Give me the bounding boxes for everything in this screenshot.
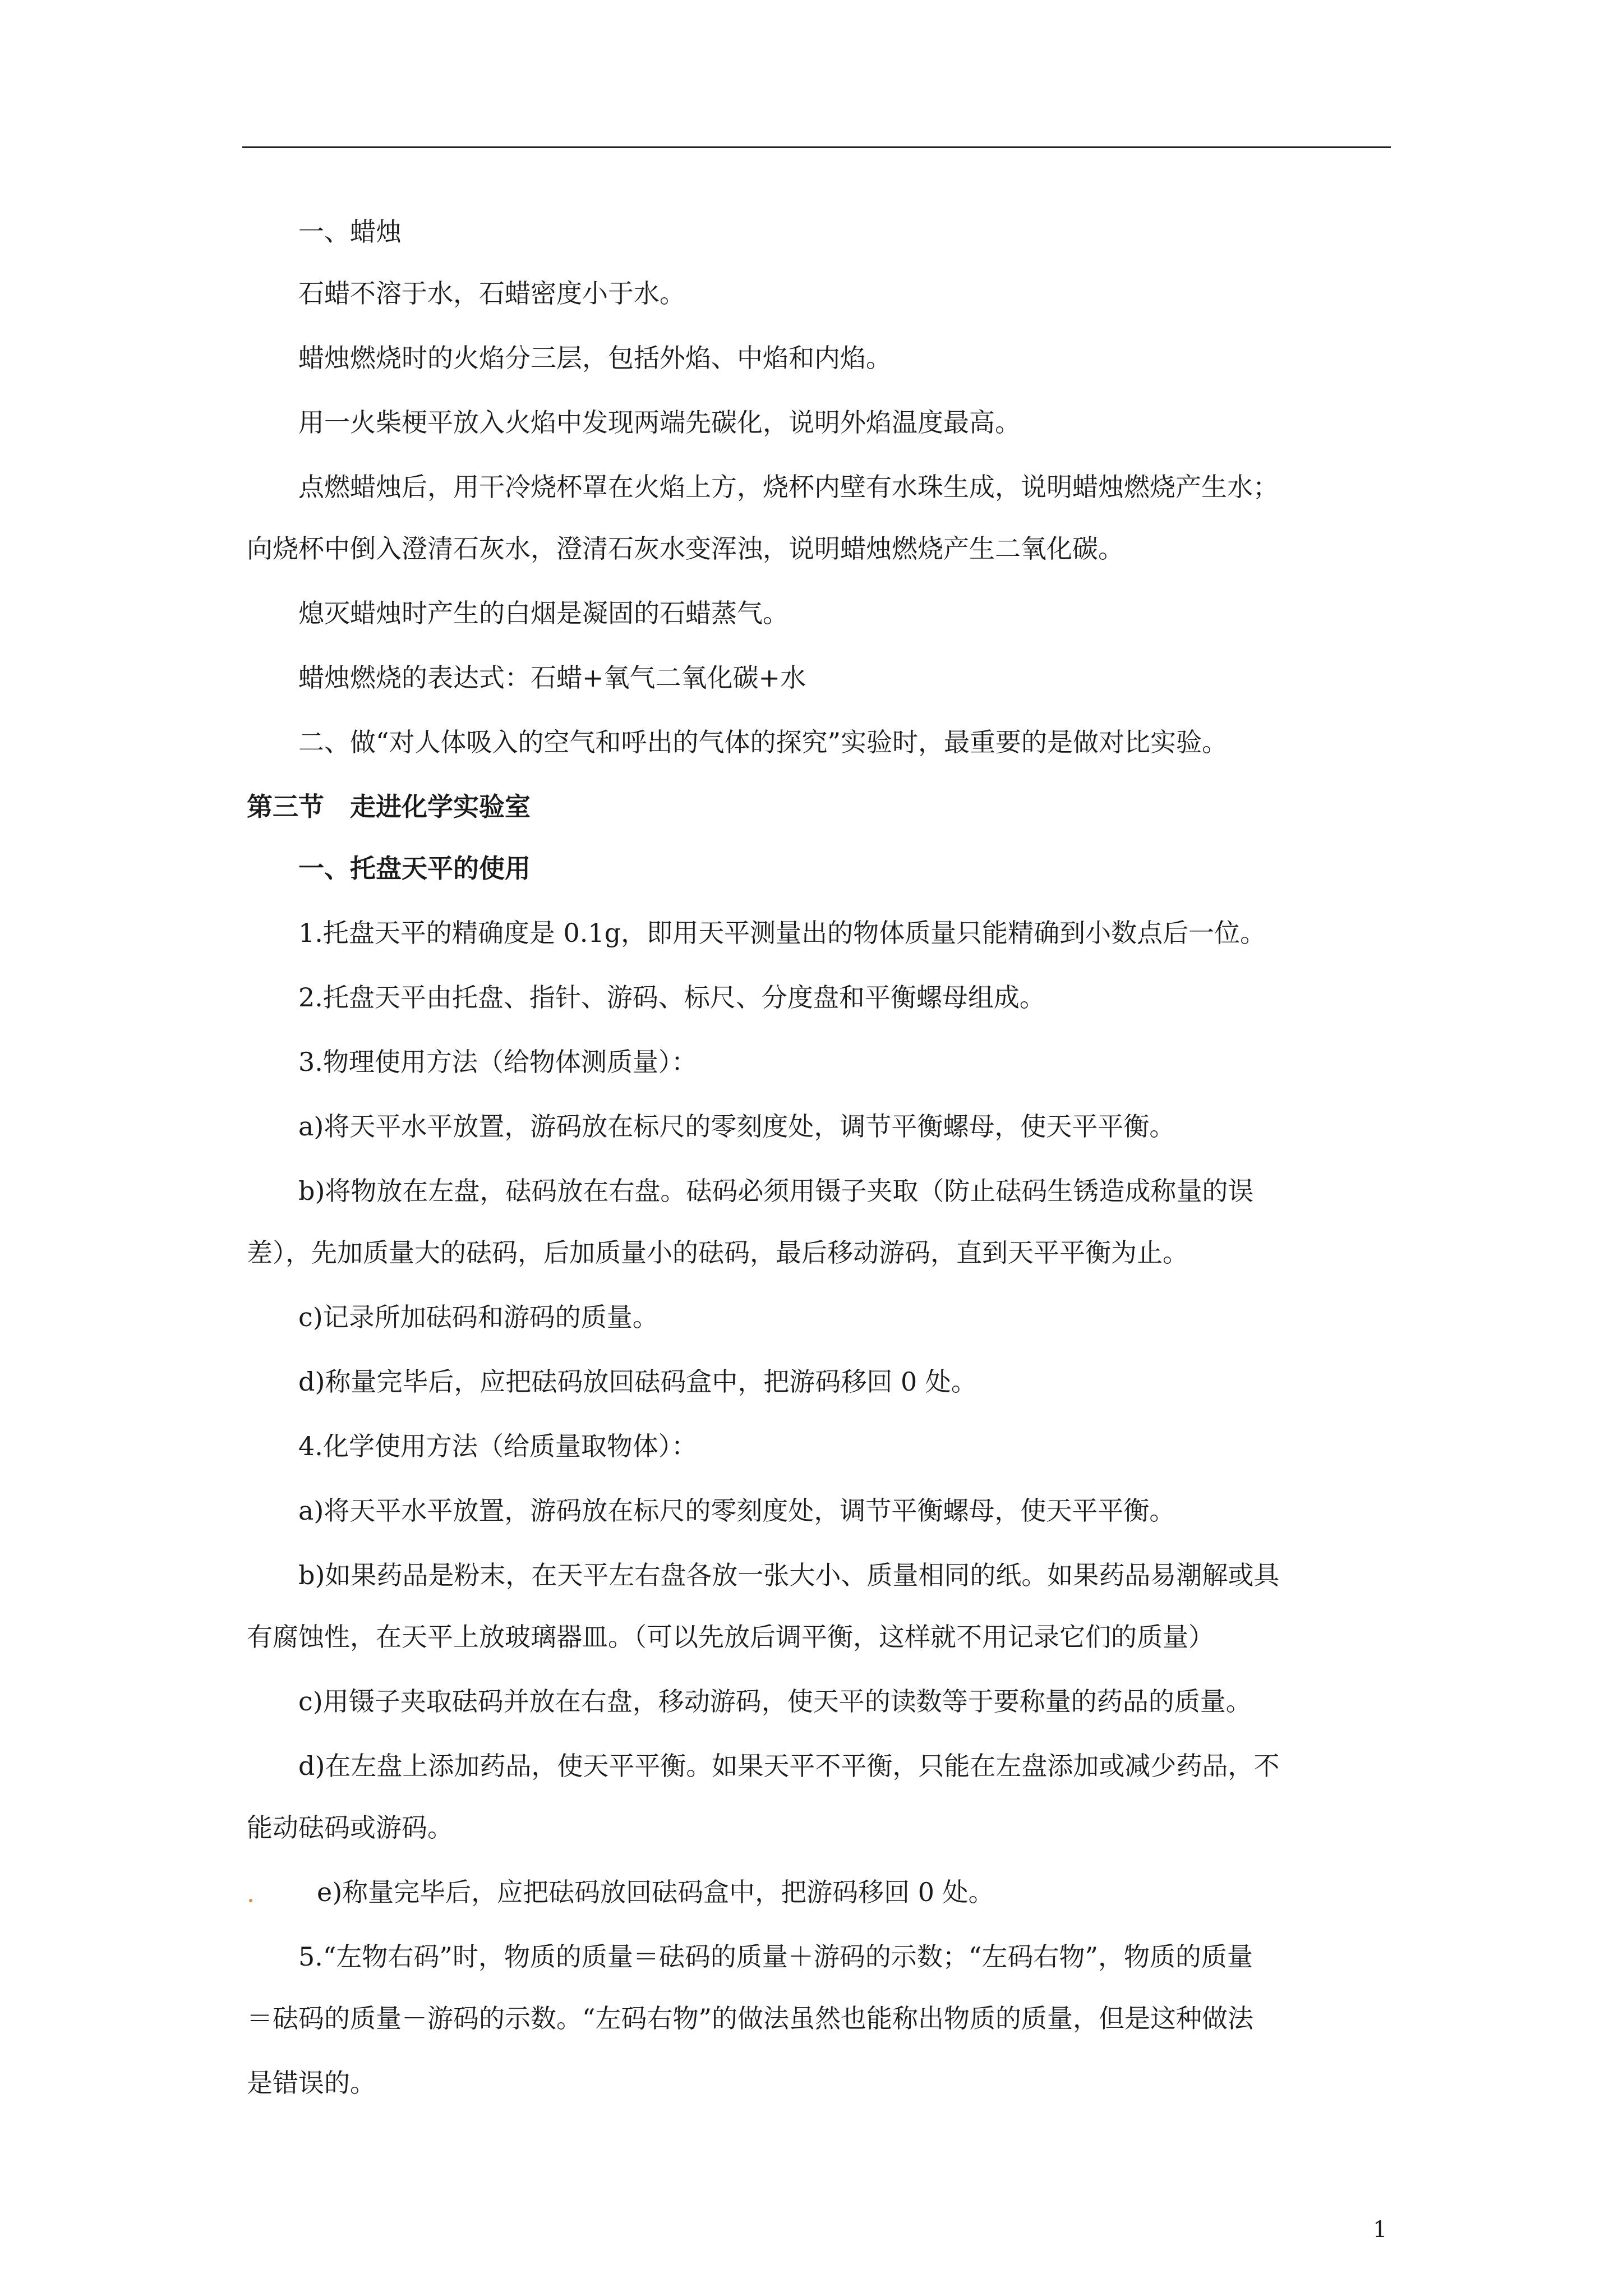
paragraph-line: 差），先加质量大的砝码，后加质量小的砝码，最后移动游码，直到天平平衡为止。 bbox=[247, 1237, 1188, 1268]
page-number: 1 bbox=[1373, 2217, 1387, 2243]
paragraph-line: c)记录所加砝码和游码的质量。 bbox=[298, 1302, 658, 1332]
paragraph-line: c)用镊子夹取砝码并放在右盘，移动游码，使天平的读数等于要称量的药品的质量。 bbox=[298, 1686, 1252, 1717]
paragraph-line: a)将天平水平放置，游码放在标尺的零刻度处，调节平衡螺母，使天平平衡。 bbox=[298, 1496, 1175, 1526]
paragraph-line: 是错误的。 bbox=[247, 2068, 376, 2098]
paragraph-line: 二、做“对人体吸入的空气和呼出的气体的探究”实验时，最重要的是做对比实验。 bbox=[298, 727, 1228, 757]
header-rule bbox=[242, 146, 1391, 148]
paragraph-line: ＝砝码的质量－游码的示数。“左码右物”的做法虽然也能称出物质的质量，但是这种做法 bbox=[247, 2003, 1254, 2033]
paragraph-line: 向烧杯中倒入澄清石灰水，澄清石灰水变浑浊，说明蜡烛燃烧产生二氧化碳。 bbox=[247, 533, 1124, 564]
subsection-heading: 一、托盘天平的使用 bbox=[298, 853, 531, 884]
paragraph-line: 熄灭蜡烛时产生的白烟是凝固的石蜡蒸气。 bbox=[298, 598, 789, 628]
paragraph-line: 石蜡不溶于水，石蜡密度小于水。 bbox=[298, 278, 685, 309]
paragraph-line: 蜡烛燃烧时的火焰分三层，包括外焰、中焰和内焰。 bbox=[298, 343, 892, 373]
heading-candle: 一、蜡烛 bbox=[298, 217, 402, 247]
paragraph-line: 1.托盘天平的精确度是 0.1g，即用天平测量出的物体质量只能精确到小数点后一位。 bbox=[298, 918, 1266, 948]
paragraph-line: 用一火柴梗平放入火焰中发现两端先碳化，说明外焰温度最高。 bbox=[298, 407, 1021, 438]
paragraph-line: d)称量完毕后，应把砝码放回砝码盒中，把游码移回 0 处。 bbox=[298, 1366, 977, 1397]
paragraph-line: 有腐蚀性，在天平上放玻璃器皿。（可以先放后调平衡，这样就不用记录它们的质量） bbox=[247, 1622, 1214, 1652]
paragraph-line: e)称量完毕后，应把砝码放回砝码盒中，把游码移回 0 处。 bbox=[317, 1877, 994, 1907]
paragraph-line: 蜡烛燃烧的表达式：石蜡+氧气二氧化碳+水 bbox=[298, 662, 806, 693]
paragraph-line: 点燃蜡烛后，用干冷烧杯罩在火焰上方，烧杯内壁有水珠生成，说明蜡烛燃烧产生水； bbox=[298, 472, 1279, 502]
paragraph-line: d)在左盘上添加药品，使天平平衡。如果天平不平衡，只能在左盘添加或减少药品，不 bbox=[298, 1751, 1280, 1781]
paragraph-line: 能动砝码或游码。 bbox=[247, 1812, 453, 1843]
paragraph-line: 4.化学使用方法（给质量取物体）： bbox=[298, 1431, 697, 1461]
paragraph-line: 5.“左物右码”时，物质的质量＝砝码的质量＋游码的示数；“左码右物”，物质的质量 bbox=[298, 1941, 1253, 1972]
paragraph-line: b)将物放在左盘，砝码放在右盘。砝码必须用镊子夹取（防止砝码生锈造成称量的误 bbox=[298, 1176, 1254, 1206]
paragraph-line: a)将天平水平放置，游码放在标尺的零刻度处，调节平衡螺母，使天平平衡。 bbox=[298, 1111, 1175, 1142]
section-heading: 第三节 走进化学实验室 bbox=[247, 792, 531, 822]
paragraph-line: b)如果药品是粉末，在天平左右盘各放一张大小、质量相同的纸。如果药品易潮解或具 bbox=[298, 1560, 1280, 1590]
stray-mark bbox=[249, 1899, 252, 1902]
paragraph-line: 2.托盘天平由托盘、指针、游码、标尺、分度盘和平衡螺母组成。 bbox=[298, 982, 1045, 1013]
paragraph-line: 3.物理使用方法（给物体测质量）： bbox=[298, 1047, 697, 1077]
